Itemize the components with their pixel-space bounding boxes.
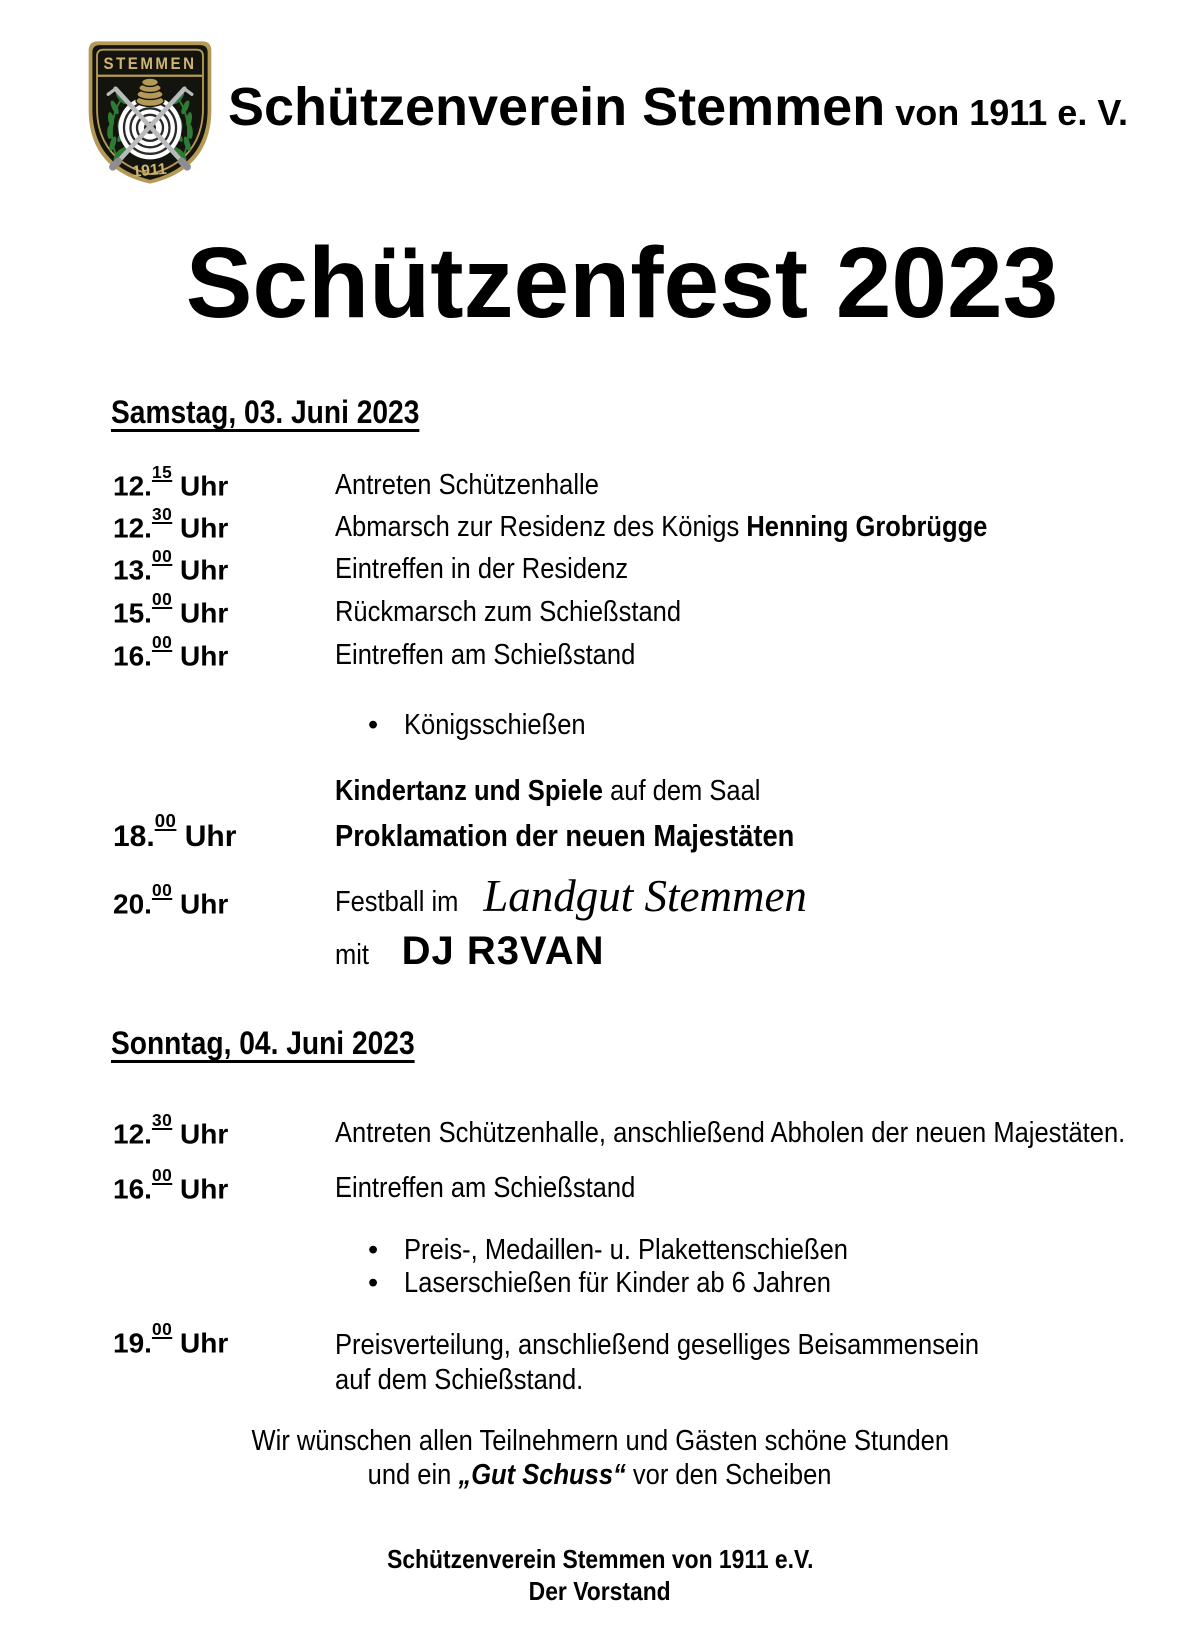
time-unit: Uhr bbox=[180, 1327, 229, 1359]
event-time bbox=[113, 1109, 229, 1150]
time-minutes-superscript: 30 bbox=[151, 1109, 173, 1130]
time-minutes-superscript: 00 bbox=[151, 545, 173, 566]
event-description bbox=[335, 820, 857, 851]
event-description bbox=[335, 471, 635, 500]
event-description bbox=[335, 598, 728, 627]
event-description bbox=[335, 1119, 1200, 1148]
time-hour: 16. bbox=[113, 1173, 152, 1205]
crest-year: 1911 bbox=[131, 160, 168, 181]
time-hour: 18. bbox=[113, 820, 155, 853]
time-unit: Uhr bbox=[180, 1173, 229, 1205]
event-description bbox=[335, 931, 605, 971]
kindertanz-bold: Kindertanz und Spiele bbox=[335, 775, 603, 807]
event-description bbox=[335, 1328, 1067, 1398]
footer-club-line: Schützenverein Stemmen von 1911 e.V. bbox=[386, 1544, 814, 1574]
bullet-text: Laserschießen für Kinder ab 6 Jahren bbox=[404, 1267, 832, 1299]
time-minutes-superscript: 00 bbox=[154, 810, 177, 832]
dj-name: DJ R3VAN bbox=[401, 929, 605, 973]
closing-line2 bbox=[0, 1458, 1200, 1492]
event-description bbox=[335, 1174, 676, 1203]
event-time bbox=[113, 1164, 229, 1205]
event-text bbox=[335, 513, 987, 542]
event-text: Eintreffen am Schießstand bbox=[335, 1172, 636, 1204]
event-text: Eintreffen am Schießstand bbox=[335, 639, 636, 671]
time-hour: 12. bbox=[113, 512, 152, 544]
time-unit: Uhr bbox=[180, 640, 229, 672]
event-time bbox=[113, 503, 229, 544]
event-time bbox=[113, 810, 237, 853]
event-text: Rückmarsch zum Schießstand bbox=[335, 596, 682, 628]
event-text: Antreten Schützenhalle, anschließend Abholen der neuen Majestäten. bbox=[335, 1117, 1126, 1149]
time-hour: 12. bbox=[113, 470, 152, 502]
kindertanz-rest: auf dem Saal bbox=[602, 775, 761, 807]
event-time bbox=[113, 879, 229, 920]
event-text-regular: Abmarsch zur Residenz des Königs bbox=[335, 511, 747, 543]
page-title: Schützenfest 2023 bbox=[185, 227, 1059, 339]
bullet-item bbox=[368, 1236, 909, 1265]
time-hour: 15. bbox=[113, 597, 152, 629]
bullet-icon bbox=[368, 1269, 404, 1298]
event-text: Antreten Schützenhalle bbox=[335, 469, 599, 501]
day-heading-text: Samstag, 03. Juni 2023 bbox=[111, 394, 420, 430]
king-name: Henning Grobrügge bbox=[746, 511, 988, 543]
time-hour: 16. bbox=[113, 640, 152, 672]
event-description bbox=[335, 871, 807, 921]
bullet-text: Königsschießen bbox=[404, 709, 586, 741]
event-time bbox=[113, 631, 229, 672]
event-time bbox=[113, 1318, 229, 1359]
closing-line1: Wir wünschen allen Teilnehmern und Gästen schöne Stunden bbox=[251, 1425, 949, 1457]
event-description bbox=[335, 513, 1076, 542]
time-unit: Uhr bbox=[180, 512, 229, 544]
time-unit: Uhr bbox=[180, 554, 229, 586]
time-unit: Uhr bbox=[180, 470, 229, 502]
day-heading-sunday bbox=[111, 1027, 456, 1059]
closing-line2-suffix: vor den Scheiben bbox=[626, 1459, 832, 1491]
event-description bbox=[335, 555, 668, 584]
gut-schuss-emphasis: „Gut Schuss“ bbox=[458, 1459, 627, 1491]
time-hour: 20. bbox=[113, 888, 152, 920]
day-heading-text: Sonntag, 04. Juni 2023 bbox=[111, 1025, 415, 1061]
event-time bbox=[113, 588, 229, 629]
day-heading-saturday bbox=[111, 396, 461, 428]
time-unit: Uhr bbox=[180, 888, 229, 920]
event-text-line2: auf dem Schießstand. bbox=[335, 1364, 584, 1396]
footer-board-line: Der Vorstand bbox=[529, 1576, 671, 1606]
footer-signature bbox=[0, 1543, 1200, 1607]
club-crest bbox=[84, 36, 216, 188]
event-text bbox=[335, 777, 760, 806]
bullet-text: Preis-, Medaillen- u. Plakettenschießen bbox=[404, 1234, 848, 1266]
time-hour: 13. bbox=[113, 554, 152, 586]
event-description bbox=[335, 641, 676, 670]
club-name: Schützenverein Stemmen bbox=[228, 77, 886, 137]
event-time bbox=[113, 461, 229, 502]
event-text-line1: Preisverteilung, anschließend geselliges Beisammensein bbox=[335, 1329, 980, 1361]
time-minutes-superscript: 00 bbox=[151, 588, 173, 609]
event-time bbox=[113, 545, 229, 586]
bullet-icon bbox=[368, 711, 404, 740]
time-minutes-superscript: 00 bbox=[151, 879, 173, 900]
time-unit: Uhr bbox=[184, 820, 237, 853]
document-header bbox=[228, 77, 1129, 137]
time-minutes-superscript: 00 bbox=[151, 1318, 173, 1339]
closing-message bbox=[0, 1424, 1200, 1492]
bullet-icon bbox=[368, 1236, 404, 1265]
time-minutes-superscript: 00 bbox=[151, 1164, 173, 1185]
time-unit: Uhr bbox=[180, 597, 229, 629]
venue-name: Landgut Stemmen bbox=[483, 871, 807, 921]
event-description bbox=[335, 777, 818, 806]
time-minutes-superscript: 30 bbox=[151, 503, 173, 524]
time-minutes-superscript: 00 bbox=[151, 631, 173, 652]
bullet-item bbox=[368, 1269, 889, 1298]
event-text: Proklamation der neuen Majestäten bbox=[335, 818, 795, 853]
crest-top-text: STEMMEN bbox=[103, 54, 197, 74]
dj-prefix: mit bbox=[335, 939, 370, 971]
club-suffix: von 1911 e. V. bbox=[895, 92, 1129, 133]
event-text: Eintreffen in der Residenz bbox=[335, 553, 629, 585]
time-hour: 19. bbox=[113, 1327, 152, 1359]
closing-line2-prefix: und ein bbox=[368, 1459, 459, 1491]
time-hour: 12. bbox=[113, 1118, 152, 1150]
bullet-item bbox=[368, 711, 610, 740]
time-minutes-superscript: 15 bbox=[151, 461, 173, 482]
time-unit: Uhr bbox=[180, 1118, 229, 1150]
event-text: Festball im bbox=[335, 886, 459, 918]
